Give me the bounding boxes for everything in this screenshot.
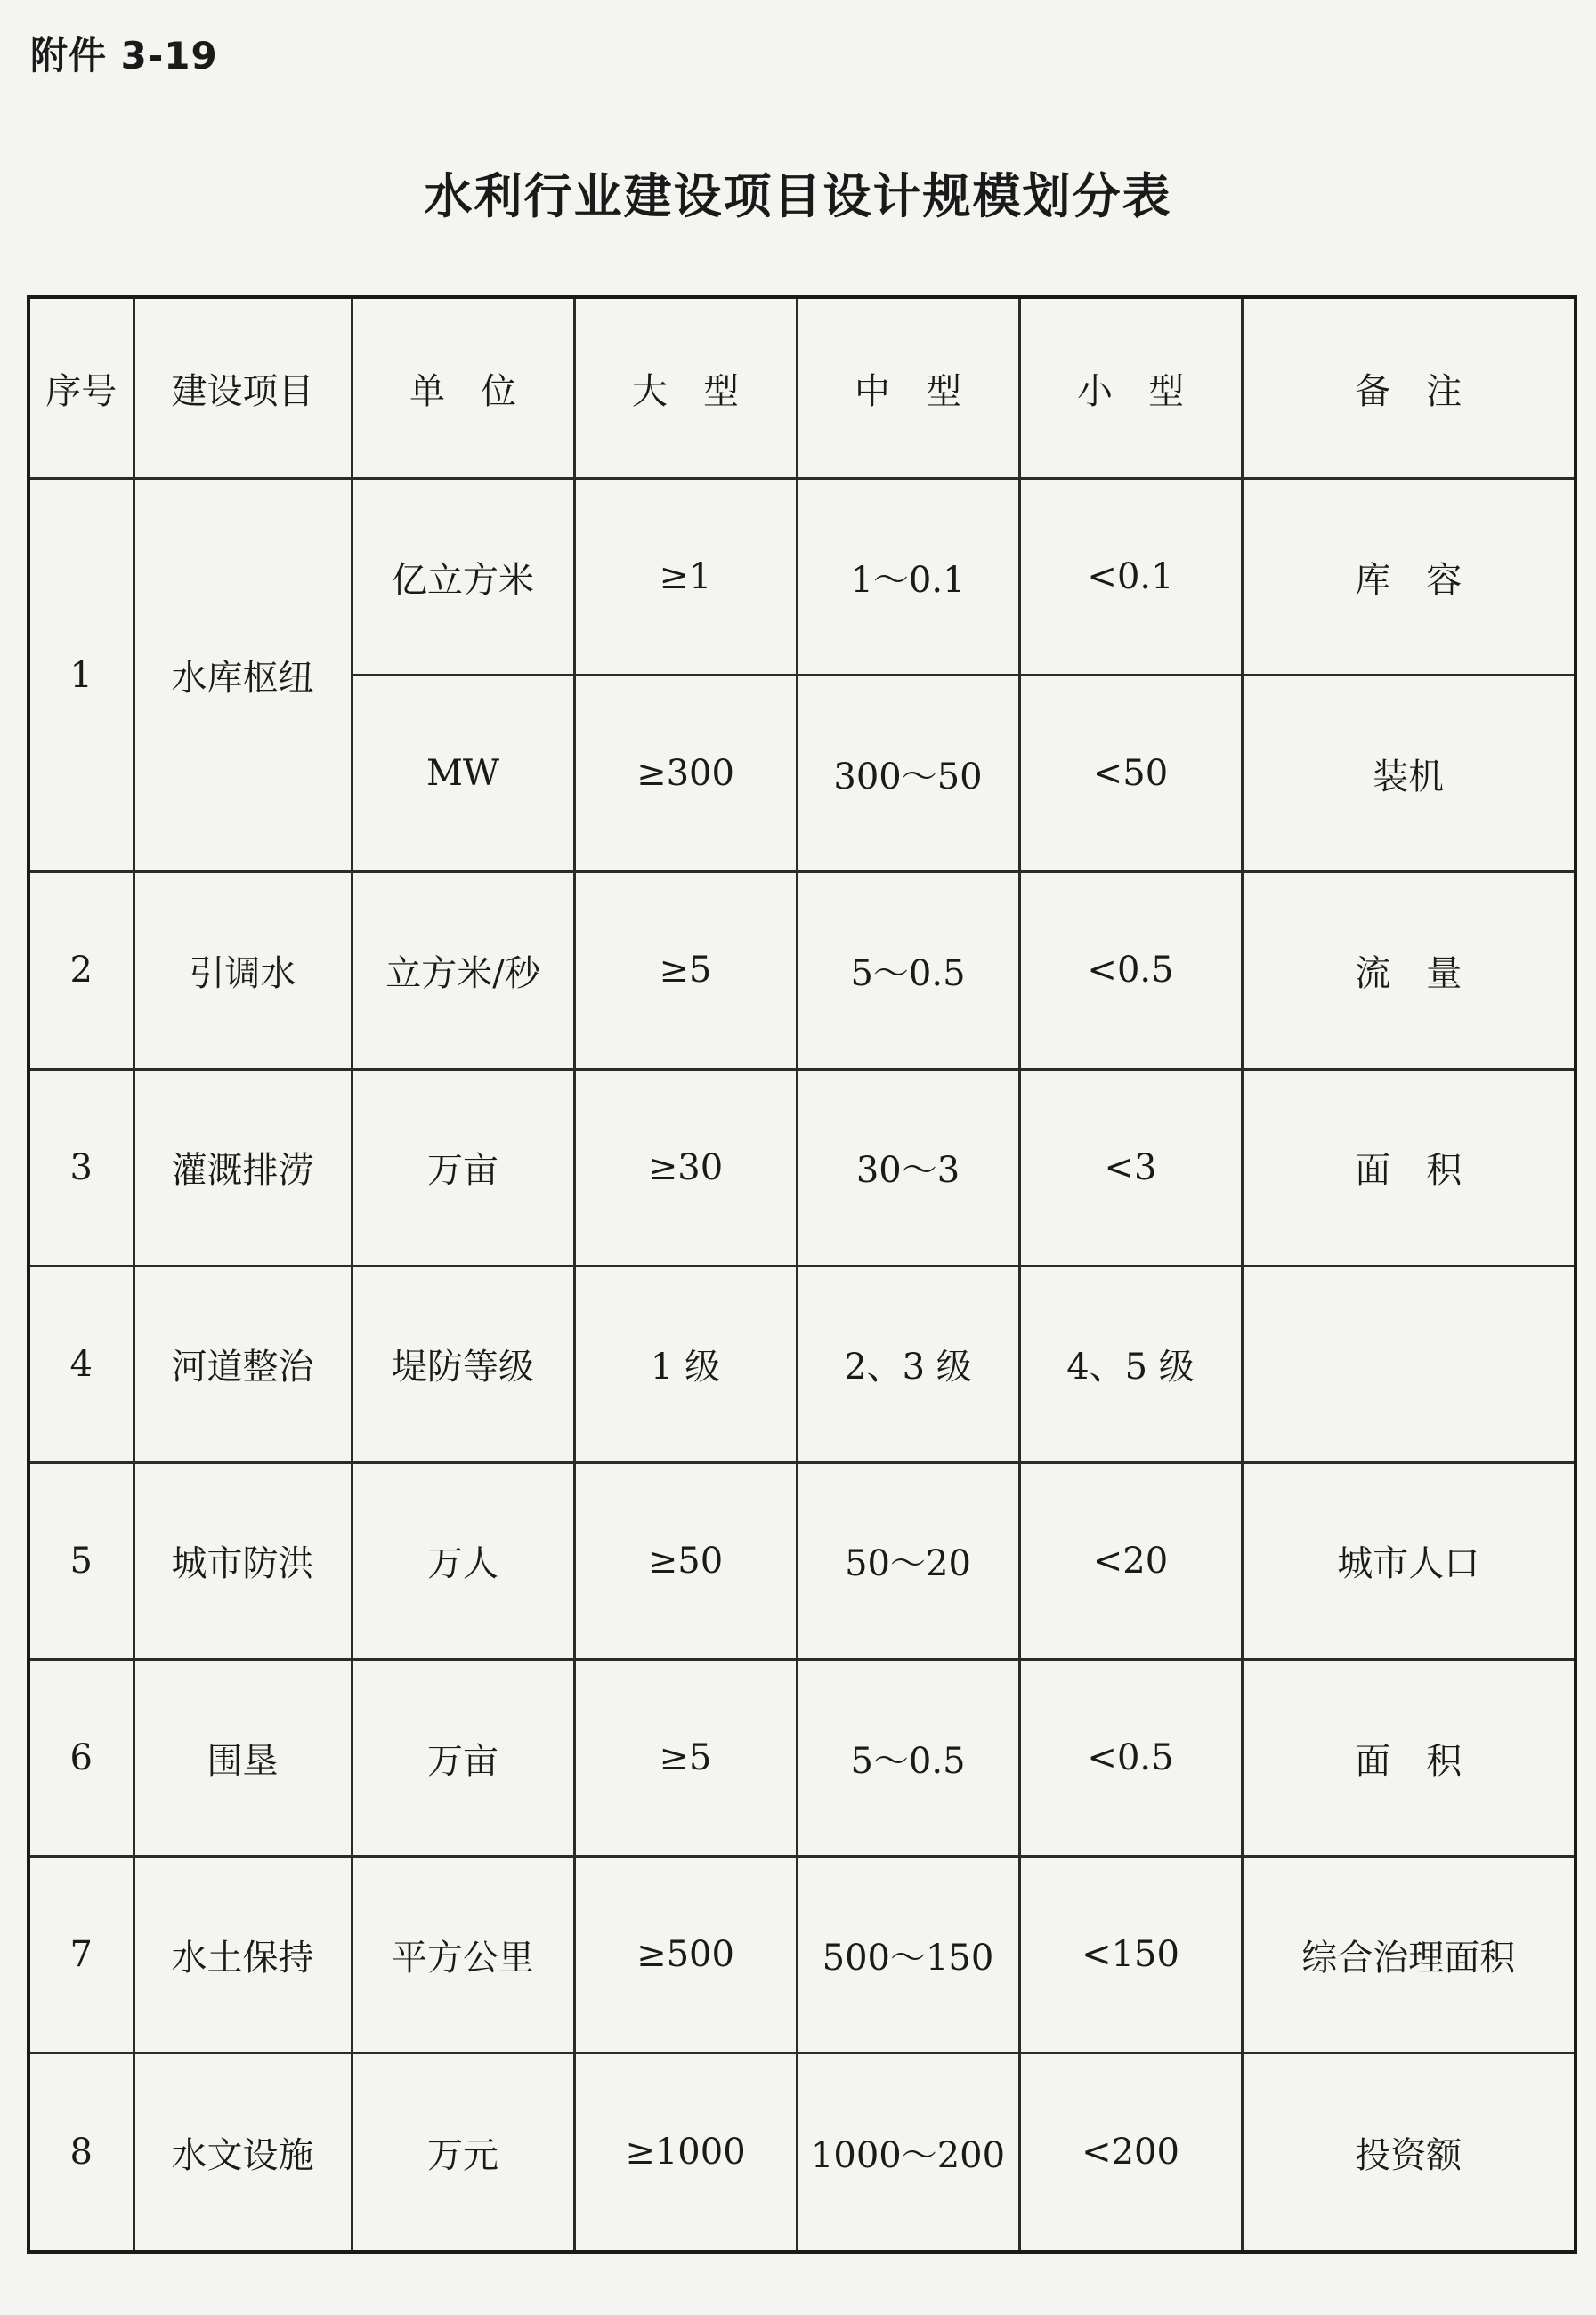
table-row — [28, 1660, 1576, 1857]
cell-large: ≥5 — [574, 1660, 797, 1857]
cell-large: ≥500 — [574, 1857, 797, 2053]
table-row — [28, 1266, 1576, 1462]
table-row — [28, 872, 1576, 1069]
design-scale-table-wrapper — [27, 295, 1574, 2254]
cell-large: ≥1 — [574, 479, 797, 676]
cell-project: 城市防洪 — [134, 1462, 352, 1659]
header-unit: 单 位 — [352, 297, 574, 479]
cell-note: 面 积 — [1242, 1660, 1576, 1857]
cell-medium: 2、3 级 — [797, 1266, 1019, 1462]
document-title: 水利行业建设项目设计规模划分表 — [424, 168, 1172, 224]
cell-unit: 万人 — [352, 1462, 574, 1659]
cell-small: <50 — [1019, 676, 1242, 872]
cell-medium: 5～0.5 — [797, 1660, 1019, 1857]
cell-small: 4、5 级 — [1019, 1266, 1242, 1462]
table-row — [28, 1069, 1576, 1266]
cell-note: 库 容 — [1242, 479, 1576, 676]
cell-unit: 平方公里 — [352, 1857, 574, 2053]
cell-note: 综合治理面积 — [1242, 1857, 1576, 2053]
cell-note — [1242, 1266, 1576, 1462]
cell-no: 1 — [28, 479, 134, 872]
header-large: 大 型 — [574, 297, 797, 479]
header-medium: 中 型 — [797, 297, 1019, 479]
cell-no: 2 — [28, 872, 134, 1069]
cell-small: <0.5 — [1019, 1660, 1242, 1857]
cell-large: ≥30 — [574, 1069, 797, 1266]
cell-no: 3 — [28, 1069, 134, 1266]
cell-note: 面 积 — [1242, 1069, 1576, 1266]
table-row — [28, 479, 1576, 676]
cell-medium: 1000～200 — [797, 2053, 1019, 2252]
cell-no: 4 — [28, 1266, 134, 1462]
cell-small: <150 — [1019, 1857, 1242, 2053]
cell-unit: 堤防等级 — [352, 1266, 574, 1462]
cell-unit: MW — [352, 676, 574, 872]
cell-note: 装机 — [1242, 676, 1576, 872]
cell-no: 8 — [28, 2053, 134, 2252]
cell-medium: 500～150 — [797, 1857, 1019, 2053]
cell-project: 水文设施 — [134, 2053, 352, 2252]
cell-project: 灌溉排涝 — [134, 1069, 352, 1266]
cell-medium: 50～20 — [797, 1462, 1019, 1659]
header-note: 备 注 — [1242, 297, 1576, 479]
cell-small: <200 — [1019, 2053, 1242, 2252]
cell-medium: 5～0.5 — [797, 872, 1019, 1069]
cell-unit: 万亩 — [352, 1660, 574, 1857]
cell-unit: 万元 — [352, 2053, 574, 2252]
header-small: 小 型 — [1019, 297, 1242, 479]
cell-no: 5 — [28, 1462, 134, 1659]
cell-large: 1 级 — [574, 1266, 797, 1462]
cell-note: 流 量 — [1242, 872, 1576, 1069]
cell-small: <3 — [1019, 1069, 1242, 1266]
table-header-row — [28, 297, 1576, 479]
cell-large: ≥1000 — [574, 2053, 797, 2252]
design-scale-table — [27, 295, 1577, 2254]
cell-project: 水库枢纽 — [134, 479, 352, 872]
cell-small: <20 — [1019, 1462, 1242, 1659]
cell-small: <0.1 — [1019, 479, 1242, 676]
cell-no: 6 — [28, 1660, 134, 1857]
cell-project: 水土保持 — [134, 1857, 352, 2053]
cell-large: ≥5 — [574, 872, 797, 1069]
cell-unit: 亿立方米 — [352, 479, 574, 676]
cell-project: 引调水 — [134, 872, 352, 1069]
cell-small: <0.5 — [1019, 872, 1242, 1069]
header-project: 建设项目 — [134, 297, 352, 479]
cell-large: ≥50 — [574, 1462, 797, 1659]
cell-project: 河道整治 — [134, 1266, 352, 1462]
cell-medium: 1～0.1 — [797, 479, 1019, 676]
cell-note: 投资额 — [1242, 2053, 1576, 2252]
cell-no: 7 — [28, 1857, 134, 2053]
header-no: 序号 — [28, 297, 134, 479]
attachment-label: 附件 3-19 — [30, 34, 218, 77]
cell-unit: 立方米/秒 — [352, 872, 574, 1069]
cell-large: ≥300 — [574, 676, 797, 872]
cell-medium: 30～3 — [797, 1069, 1019, 1266]
cell-project: 围垦 — [134, 1660, 352, 1857]
cell-note: 城市人口 — [1242, 1462, 1576, 1659]
table-row — [28, 1462, 1576, 1659]
table-row — [28, 1857, 1576, 2053]
cell-unit: 万亩 — [352, 1069, 574, 1266]
table-row — [28, 2053, 1576, 2252]
cell-medium: 300～50 — [797, 676, 1019, 872]
